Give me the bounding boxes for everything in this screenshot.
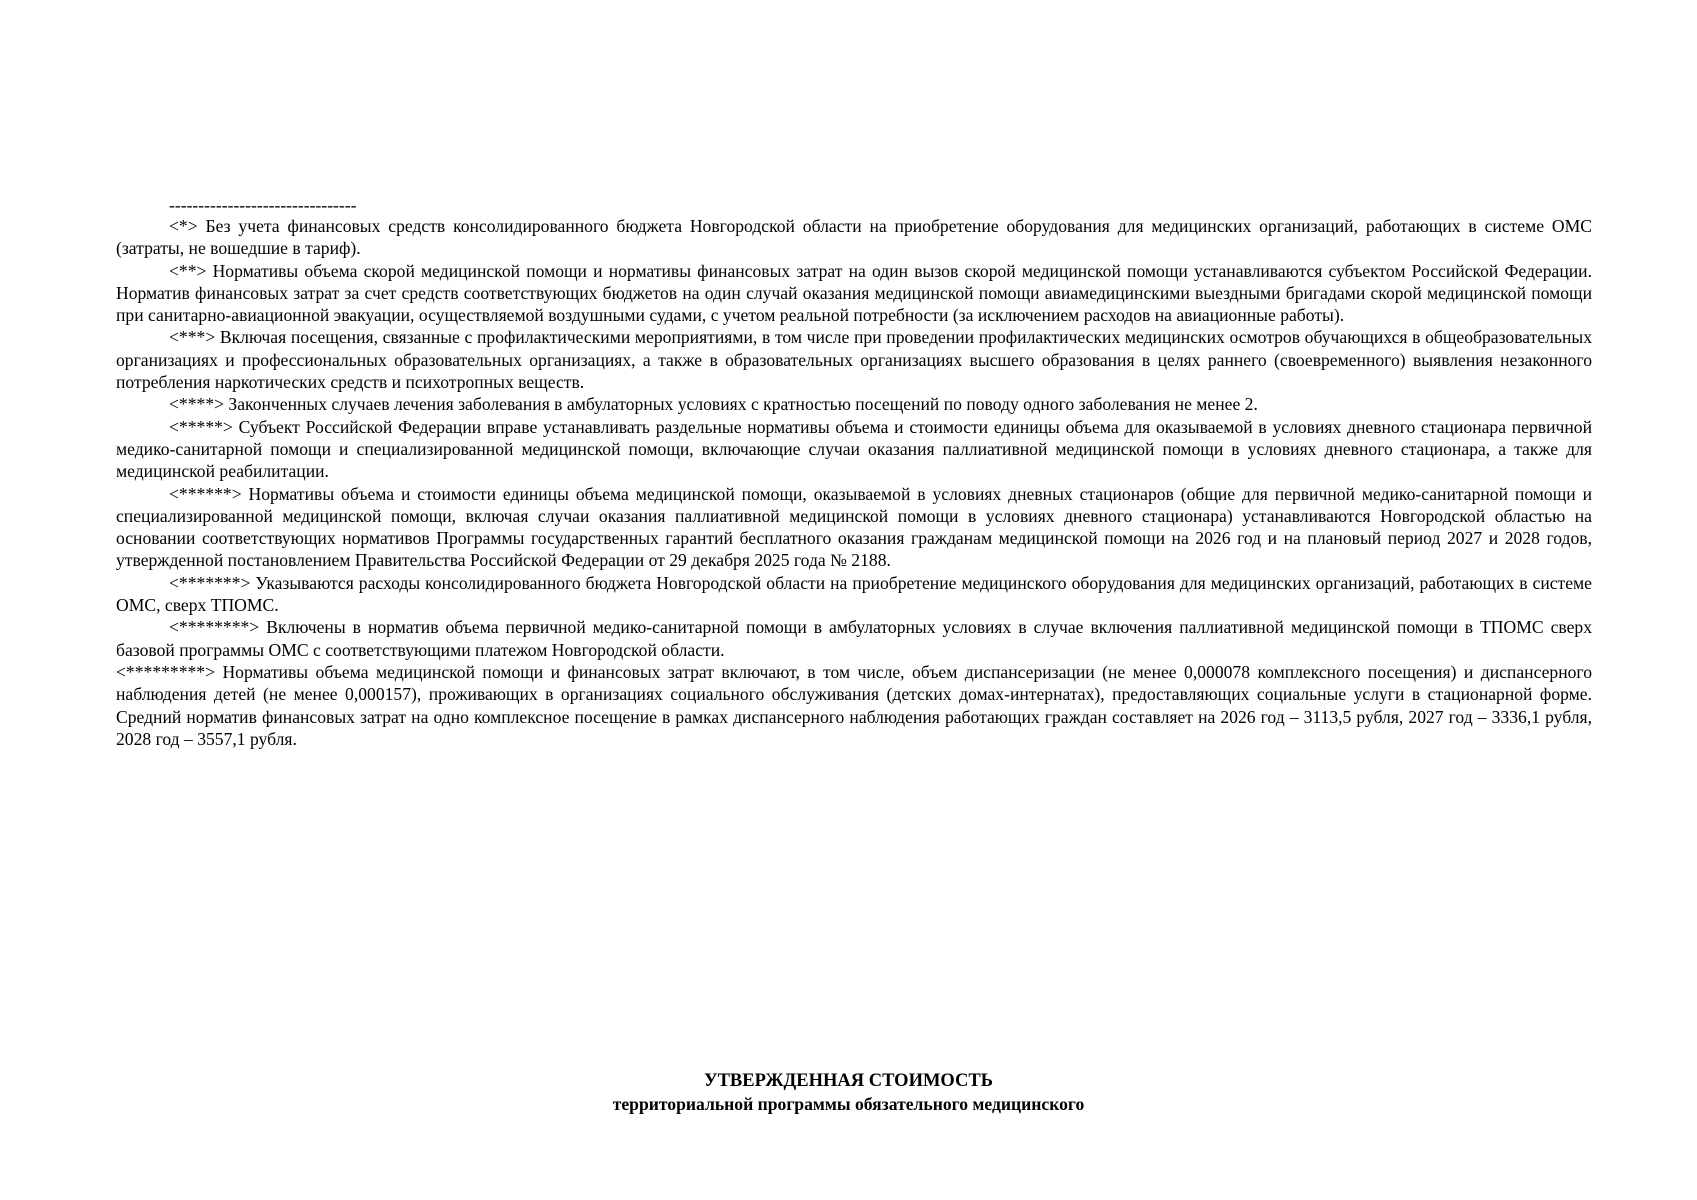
footnote-4: <****> Законченных случаев лечения заболевания в амбулаторных условиях с кратностью посещений по поводу одного заболевания не менее 2. (169, 394, 1258, 415)
footnote-8: <********> Включены в норматив объема первичной медико-санитарной помощи в амбулаторных условиях в случае включения паллиативной медицинской помощи в ТПОМС сверх базовой программы ОМС с соответствующими платежом Новгородской области. (116, 617, 1592, 660)
footnote-3: <***> Включая посещения, связанные с профилактическими мероприятиями, в том числе при проведении профилактических медицинских осмотров обучающихся в общеобразовательных организациях и профессиональных образовательных организациях, а также в образовательных организациях высшего образования в целях раннего (своевременного) выявления незаконного потребления наркотических средств и психотропных веществ. (116, 327, 1592, 393)
footnotes-block (116, 196, 1592, 750)
footnote-5: <*****> Субъект Российской Федерации вправе устанавливать раздельные нормативы объема и стоимости единицы объема для оказываемой в условиях дневного стационара первичной медико-санитарной помощи и специализированной медицинской помощи, включающие случаи оказания паллиативной медицинской помощи в условиях дневного стационара, а также для медицинской реабилитации. (116, 416, 1592, 482)
footnote-6: <******> Нормативы объема и стоимости единицы объема медицинской помощи, оказываемой в условиях дневных стационаров (общие для первичной медико-санитарной помощи и специализированной медицинской помощи, включая случаи оказания паллиативной медицинской помощи в условиях дневного стационара) устанавливаются Новгородской областью на основании соответствующих нормативов Программы государственных гарантий бесплатного оказания гражданам медицинской помощи на 2026 год и на плановый период 2027 и 2028 годов, утвержденной постановлением Правительства Российской Федерации от 29 декабря 2025 года № 2188. (116, 483, 1592, 571)
footnote-separator: -------------------------------- (169, 195, 357, 215)
section-heading-title: УТВЕРЖДЕННАЯ СТОИМОСТЬ (704, 1071, 993, 1091)
section-heading-subtitle: территориальной программы обязательного медицинского (612, 1094, 1085, 1114)
section-heading (0, 1070, 1697, 1116)
footnote-2: <**> Нормативы объема скорой медицинской помощи и нормативы финансовых затрат на один вызов скорой медицинской помощи устанавливаются субъектом Российской Федерации. Норматив финансовых затрат за счет средств соответствующих бюджетов на один случай оказания медицинской помощи авиамедицинскими выездными бригадами скорой медицинской помощи при санитарно-авиационной эвакуации, осуществляемой воздушными судами, с учетом реальной потребности (за исключением расходов на авиационные работы). (116, 260, 1592, 326)
footnote-1: <*> Без учета финансовых средств консолидированного бюджета Новгородской области на приобретение оборудования для медицинских организаций, работающих в системе ОМС (затраты, не вошедшие в тариф). (116, 216, 1592, 259)
footnote-9: <*********> Нормативы объема медицинской помощи и финансовых затрат включают, в том числе, объем диспансеризации (не менее 0,000078 комплексного посещения) и диспансерного наблюдения детей (не менее 0,000157), проживающих в организациях социального обслуживания (детских домах-интернатах), предоставляющих социальные услуги в стационарной форме. Средний норматив финансовых затрат на одно комплексное посещение в рамках диспансерного наблюдения работающих граждан составляет на 2026 год – 3113,5 рубля, 2027 год – 3336,1 рубля, 2028 год – 3557,1 рубля. (116, 661, 1592, 749)
footnote-7: <*******> Указываются расходы консолидированного бюджета Новгородской области на приобретение медицинского оборудования для медицинских организаций, работающих в системе ОМС, сверх ТПОМС. (116, 572, 1592, 616)
